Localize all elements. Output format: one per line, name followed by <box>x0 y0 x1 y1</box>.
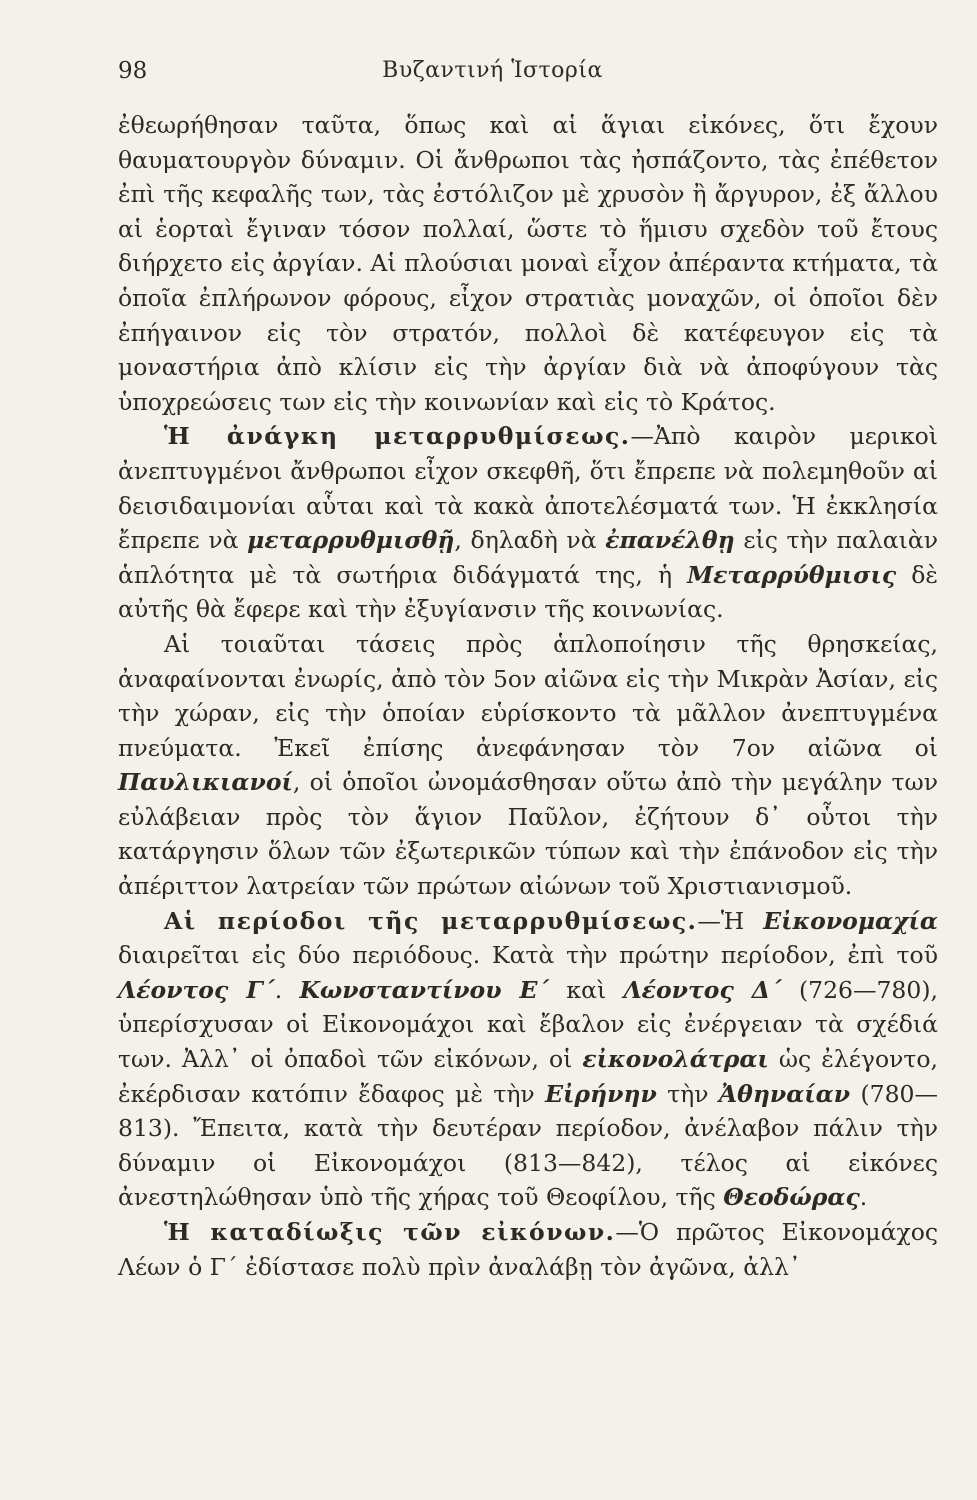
page-number: 98 <box>118 58 148 84</box>
section-heading: Ἡ καταδίωξις τῶν εἰκόνων. <box>164 1218 616 1246</box>
page-header <box>118 58 867 94</box>
emphasis-text: Παυλικιανοί <box>118 768 293 797</box>
section-heading: Ἡ ἀνάγκη μεταρρυθμίσεως. <box>164 422 631 451</box>
emphasis-text: ἐπανέλθῃ <box>605 526 735 555</box>
running-title: Βυζαντινή Ἱστορία <box>382 58 603 83</box>
text-run: ὡς ἐλέγοντο, ἐκέρδισαν κατόπιν ἔδαφος μὲ τὴν <box>118 1045 938 1108</box>
emphasis-text: Κωνσταντίνου Ε΄ <box>299 975 550 1004</box>
paragraph <box>118 1215 938 1284</box>
paragraph <box>118 627 938 904</box>
text-run: , οἱ ὁποῖοι ὠνομάσθησαν οὕτω ἀπὸ τὴν μεγάλην των εὐλάβειαν πρὸς τὸν ἅγιον Παῦλον, ἐζήτουν δ᾽ οὗτοι τὴν κατάργησιν ὅλων τῶν ἐξωτερικῶν τύπων καὶ τὴν ἐπάνοδον εἰς τὴν ἀπέριττον λατρείαν τῶν πρώτων αἰώνων τοῦ Χριστιανισμοῦ. <box>118 768 938 901</box>
emphasis-text: Θεοδώρας <box>723 1183 860 1212</box>
text-run: εἰς τὴν παλαιὰν ἁπλότητα μὲ τὰ σωτήρια διδάγματά της, ἡ <box>118 526 938 589</box>
emphasis-text: Μεταρρύθμισις <box>687 560 897 589</box>
text-run: διαιρεῖται εἰς δύο περιόδους. Κατὰ τὴν πρώτην περίοδον, ἐπὶ τοῦ <box>118 941 938 970</box>
text-run: δὲ αὐτῆς θὰ ἔφερε καὶ τὴν ἐξυγίανσιν τῆς κοινωνίας. <box>118 560 938 624</box>
text-run: Αἱ τοιαῦται τάσεις πρὸς ἁπλοποίησιν τῆς θρησκείας, ἀναφαίνονται ἐνωρίς, ἀπὸ τὸν 5ον αἰῶνα εἰς τὴν Μικρὰν Ἀσίαν, εἰς τὴν χώραν, εἰς τὴν ὁποίαν εὑρίσκοντο τὰ μᾶλλον ἀνεπτυγμένα πνεύματα. Ἐκεῖ ἐπίσης ἀνεφάνησαν τὸν 7ον αἰῶνα οἱ <box>118 629 938 762</box>
text-run: . <box>859 1183 868 1212</box>
text-run: (726—780), ὑπερίσχυσαν οἱ Εἰκονομάχοι καὶ ἔβαλον εἰς ἐνέργειαν τὰ σχέδιά των. Ἀλλ᾽ οἱ ὀπαδοὶ τῶν εἰκόνων, οἱ <box>118 975 938 1074</box>
emphasis-text: Λέοντος Γ΄ <box>118 975 275 1004</box>
text-run: ἐθεωρήθησαν ταῦτα, ὅπως καὶ αἱ ἅγιαι εἰκόνες, ὅτι ἔχουν θαυματουργὸν δύναμιν. Οἱ ἄνθρωποι τὰς ἠσπάζοντο, τὰς ἐπέθετον ἐπὶ τῆς κεφαλῆς των, τὰς ἐστόλιζον μὲ χρυσὸν ἢ ἄργυρον, ἐξ ἄλλου αἱ ἑορταὶ ἔγιναν τόσον πολλαί, ὥστε τὸ ἥμισυ σχεδὸν τοῦ ἔτους διήρχετο εἰς ἀργίαν. Αἱ πλούσιαι μοναὶ εἶχον ἀπέραντα κτήματα, τὰ ὁποῖα ἐπλήρωνον φόρους, εἶχον στρατιὰς μοναχῶν, οἱ ὁποῖοι δὲν ἐπήγαινον εἰς τὸν στρατόν, πολλοὶ δὲ κατέφευγον εἰς τὰ μοναστήρια ἀπὸ κλίσιν εἰς τὴν ἀργίαν διὰ νὰ ἀποφύγουν τὰς ὑποχρεώσεις των εἰς τὴν κοινωνίαν καὶ εἰς τὸ Κράτος. <box>118 111 938 416</box>
paragraph <box>118 108 938 419</box>
text-run: —Ἡ <box>697 906 764 935</box>
emphasis-text: Εἰκονομαχία <box>763 906 939 935</box>
emphasis-text: εἰκονολάτραι <box>582 1045 769 1074</box>
emphasis-text: Εἰρήνην <box>545 1079 657 1108</box>
paragraph <box>118 419 938 627</box>
section-heading: Αἱ περίοδοι τῆς μεταρρυθμίσεως. <box>164 906 698 935</box>
emphasis-text: μεταρρυθμισθῇ <box>247 526 455 555</box>
body-text <box>118 108 938 1284</box>
text-run: τὴν <box>656 1079 719 1108</box>
emphasis-text: Λέοντος Δ΄ <box>623 975 782 1004</box>
text-run: καὶ <box>549 975 624 1004</box>
emphasis-text: Ἀθηναίαν <box>718 1079 851 1108</box>
text-run: (780—813). Ἔπειτα, κατὰ τὴν δευτέραν περίοδον, ἀνέλαβον πάλιν τὴν δύναμιν οἱ Εἰκονομάχοι (813—842), τέλος αἱ εἰκόνες ἀνεστηλώθησαν ὑπὸ τῆς χήρας τοῦ Θεοφίλου, τῆς <box>118 1079 938 1212</box>
text-run: —Ὁ πρῶτος Εἰκονομάχος Λέων ὁ Γ΄ ἐδίστασε πολὺ πρὶν ἀναλάβῃ τὸν ἀγῶνα, ἀλλ᾽ <box>118 1218 938 1281</box>
text-run: —Ἀπὸ καιρὸν μερικοὶ ἀνεπτυγμένοι ἄνθρωποι εἶχον σκεφθῆ, ὅτι ἔπρεπε νὰ πολεμηθοῦν αἱ δεισιδαιμονίαι αὗται καὶ τὰ κακὰ ἀποτελέσματά των. Ἡ ἐκκλησία ἔπρεπε νὰ <box>118 422 938 555</box>
text-run: , δηλαδὴ νὰ <box>454 526 606 555</box>
text-run: . <box>274 975 300 1004</box>
paragraph <box>118 904 938 1215</box>
